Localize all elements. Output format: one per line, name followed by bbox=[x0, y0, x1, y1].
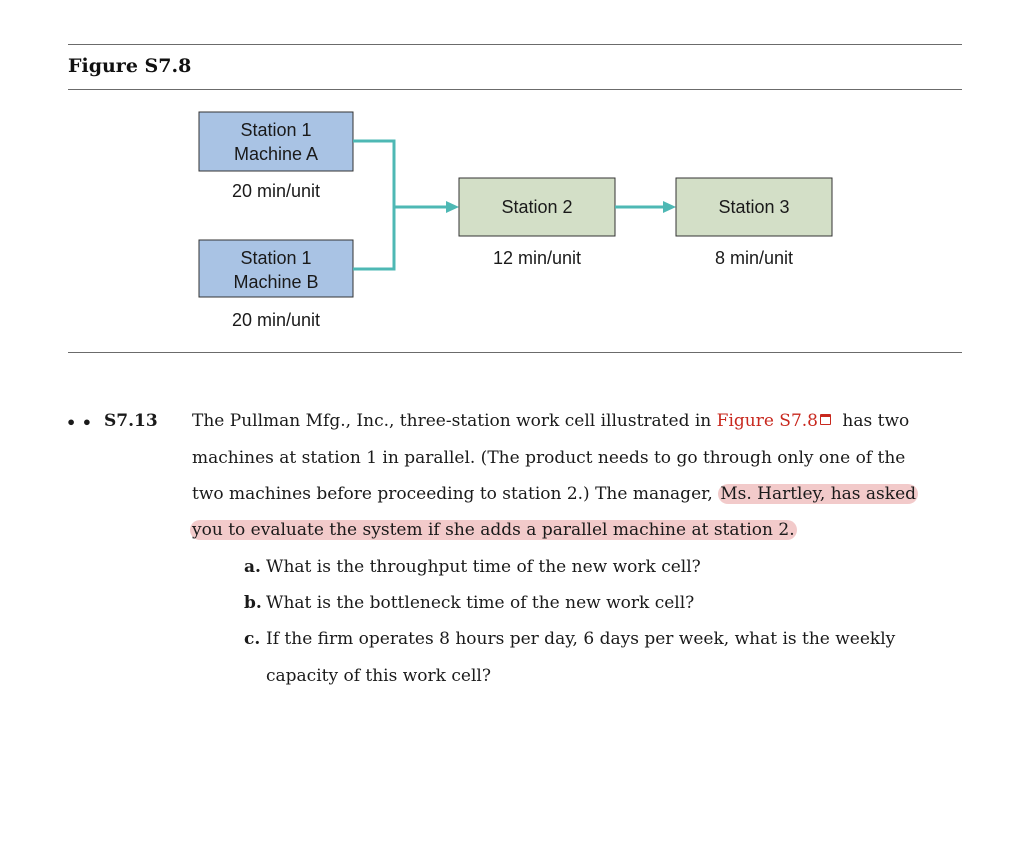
station2-time: 12 min/unit bbox=[492, 248, 582, 268]
problem-line-3 bbox=[192, 484, 918, 504]
figure-title: Figure S7.8 bbox=[68, 55, 192, 77]
question-b-text: What is the bottleneck time of the new work cell? bbox=[266, 593, 695, 613]
station3-time: 8 min/unit bbox=[714, 248, 794, 268]
station1-machineA-time: 20 min/unit bbox=[231, 181, 321, 201]
figure-bottom-rule bbox=[68, 352, 962, 353]
question-c-text-cont: capacity of this work cell? bbox=[266, 666, 491, 686]
problem-text-1a: The Pullman Mfg., Inc., three-station work cell illustrated in bbox=[192, 411, 717, 431]
problem-text-1b: has two bbox=[837, 411, 910, 431]
external-link-icon[interactable] bbox=[820, 414, 831, 425]
question-c bbox=[244, 629, 895, 649]
highlighted-text-2: you to evaluate the system if she adds a parallel machine at station 2. bbox=[192, 520, 795, 540]
question-c-text: If the firm operates 8 hours per day, 6 days per week, what is the weekly bbox=[266, 629, 896, 649]
problem-line-4 bbox=[190, 520, 797, 540]
question-a-text: What is the throughput time of the new work cell? bbox=[266, 557, 701, 577]
station1-machineB-line2: Machine B bbox=[233, 272, 319, 292]
station1-machineA-line1: Station 1 bbox=[240, 120, 312, 140]
station1-machineB-line1: Station 1 bbox=[240, 248, 312, 268]
station2-label: Station 2 bbox=[501, 197, 573, 217]
station1-machineB-time: 20 min/unit bbox=[231, 310, 321, 330]
question-b bbox=[244, 593, 694, 613]
arrowhead-to-station2 bbox=[446, 201, 459, 213]
problem-line-1 bbox=[192, 411, 909, 431]
question-a-letter: a. bbox=[244, 557, 261, 577]
highlighted-text-1: Ms. Hartley, has asked bbox=[720, 484, 917, 504]
work-cell-diagram bbox=[0, 0, 1024, 360]
problem-number: S7.13 bbox=[104, 411, 158, 431]
arrowhead-to-station3 bbox=[663, 201, 676, 213]
problem-line-2 bbox=[192, 448, 905, 468]
question-c-letter: c. bbox=[244, 629, 261, 649]
problem-text-3a: two machines before proceeding to station 2.) The manager, bbox=[192, 484, 719, 504]
merge-connector bbox=[353, 141, 446, 269]
question-c-continued bbox=[266, 666, 491, 686]
question-a bbox=[244, 557, 701, 577]
station1-machineA-line2: Machine A bbox=[233, 144, 319, 164]
problem-text-2: machines at station 1 in parallel. (The product needs to go through only one of the bbox=[192, 448, 906, 468]
figure-link[interactable]: Figure S7.8 bbox=[716, 411, 818, 431]
question-b-letter: b. bbox=[244, 593, 262, 613]
station3-label: Station 3 bbox=[718, 197, 790, 217]
difficulty-bullets: • • bbox=[66, 413, 93, 432]
